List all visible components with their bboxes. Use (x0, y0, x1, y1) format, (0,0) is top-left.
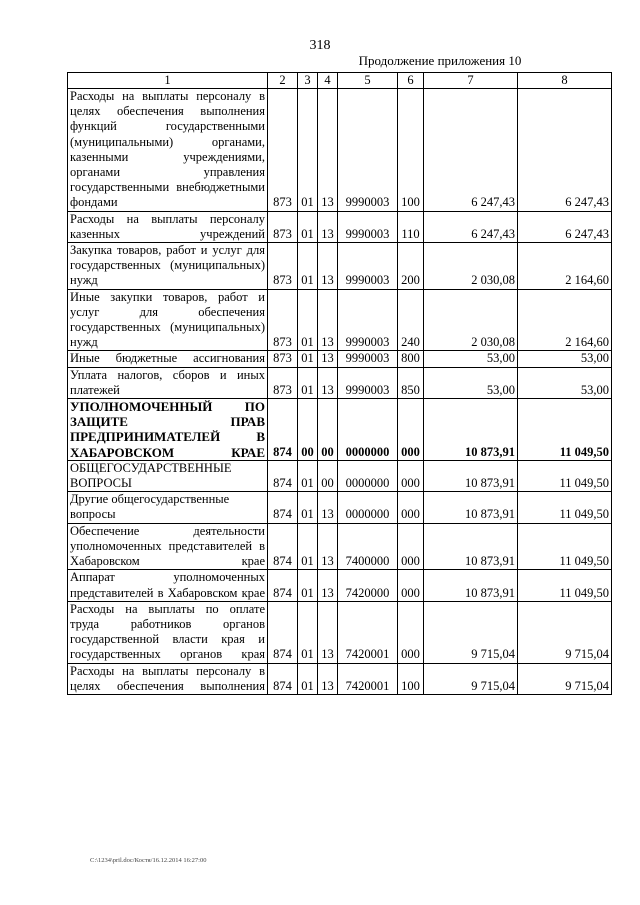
cell-amount-2015: 53,00 (424, 367, 518, 398)
cell-ministry: 873 (268, 243, 298, 290)
cell-ministry: 873 (268, 367, 298, 398)
cell-subsection: 13 (318, 601, 338, 663)
cell-amount-2016: 2 164,60 (518, 243, 612, 290)
cell-amount-2016: 9 715,04 (518, 601, 612, 663)
cell-target: 7420000 (338, 570, 398, 601)
cell-subsection: 13 (318, 351, 338, 367)
table-row (68, 89, 612, 212)
cell-amount-2015: 2 030,08 (424, 289, 518, 351)
cell-subsection: 13 (318, 243, 338, 290)
cell-target: 9990003 (338, 351, 398, 367)
cell-expense-type: 200 (398, 243, 424, 290)
cell-amount-2015: 10 873,91 (424, 399, 518, 461)
table-row (68, 243, 612, 290)
cell-amount-2016: 11 049,50 (518, 570, 612, 601)
cell-target: 9990003 (338, 243, 398, 290)
row-name: Закупка товаров, работ и услуг для государственных (муниципальных) нужд (68, 243, 268, 290)
cell-section: 01 (298, 243, 318, 290)
row-name: Уплата налогов, сборов и иных платежей (68, 367, 268, 398)
table-row (68, 492, 612, 523)
row-name: Другие общегосударственные вопросы (68, 492, 268, 523)
cell-target: 7420001 (338, 663, 398, 694)
cell-subsection: 13 (318, 570, 338, 601)
cell-expense-type: 850 (398, 367, 424, 398)
cell-expense-type: 100 (398, 663, 424, 694)
cell-section: 01 (298, 211, 318, 242)
cell-ministry: 873 (268, 89, 298, 212)
cell-section: 00 (298, 399, 318, 461)
cell-target: 0000000 (338, 492, 398, 523)
header-cell: 7 (424, 73, 518, 89)
row-name: Расходы на выплаты персоналу казенных учреждений (68, 211, 268, 242)
header-cell: 5 (338, 73, 398, 89)
cell-subsection: 13 (318, 89, 338, 212)
row-name: Обеспечение деятельности уполномоченных представителей в Хабаровском крае (68, 523, 268, 570)
cell-target: 7400000 (338, 523, 398, 570)
table-row (68, 663, 612, 694)
cell-ministry: 874 (268, 523, 298, 570)
cell-section: 01 (298, 663, 318, 694)
cell-amount-2015: 10 873,91 (424, 523, 518, 570)
table-row (68, 351, 612, 367)
cell-amount-2015: 10 873,91 (424, 570, 518, 601)
cell-amount-2015: 10 873,91 (424, 460, 518, 491)
cell-target: 0000000 (338, 460, 398, 491)
table-row (68, 523, 612, 570)
cell-expense-type: 110 (398, 211, 424, 242)
cell-amount-2016: 53,00 (518, 367, 612, 398)
table-row (68, 460, 612, 491)
row-name: УПОЛНОМОЧЕННЫЙ ПО ЗАЩИТЕ ПРАВ ПРЕДПРИНИМАТЕЛЕЙ В ХАБАРОВСКОМ КРАЕ (68, 399, 268, 461)
cell-ministry: 874 (268, 399, 298, 461)
table-body (68, 73, 612, 695)
row-name: Расходы на выплаты персоналу в целях обеспечения выполнения функций государственными (муниципальными) органами, казенными учреждениями, органами управления государственными внебюджетными фондами (68, 89, 268, 212)
cell-ministry: 874 (268, 570, 298, 601)
cell-expense-type: 000 (398, 399, 424, 461)
cell-expense-type: 000 (398, 460, 424, 491)
page-number: 318 (309, 38, 331, 53)
cell-subsection: 13 (318, 663, 338, 694)
cell-ministry: 874 (268, 460, 298, 491)
row-name: Расходы на выплаты по оплате труда работников органов государственной власти края и государственных органов края (68, 601, 268, 663)
cell-subsection: 00 (318, 399, 338, 461)
budget-table (67, 72, 612, 695)
table-row (68, 289, 612, 351)
cell-target: 9990003 (338, 89, 398, 212)
cell-ministry: 873 (268, 289, 298, 351)
cell-amount-2016: 11 049,50 (518, 399, 612, 461)
cell-ministry: 873 (268, 211, 298, 242)
cell-subsection: 13 (318, 211, 338, 242)
header-cell: 4 (318, 73, 338, 89)
cell-amount-2015: 6 247,43 (424, 89, 518, 212)
table-row (68, 570, 612, 601)
cell-subsection: 13 (318, 492, 338, 523)
cell-amount-2015: 53,00 (424, 351, 518, 367)
cell-target: 7420001 (338, 601, 398, 663)
cell-expense-type: 240 (398, 289, 424, 351)
table-row (68, 211, 612, 242)
cell-expense-type: 000 (398, 570, 424, 601)
cell-section: 01 (298, 367, 318, 398)
header-cell: 1 (68, 73, 268, 89)
continuation-caption: Продолжение приложения 10 (358, 53, 522, 68)
cell-amount-2015: 9 715,04 (424, 601, 518, 663)
cell-expense-type: 100 (398, 89, 424, 212)
cell-target: 9990003 (338, 211, 398, 242)
table-row (68, 367, 612, 398)
header-cell: 8 (518, 73, 612, 89)
cell-section: 01 (298, 460, 318, 491)
row-name: Аппарат уполномоченных представителей в Хабаровском крае (68, 570, 268, 601)
cell-amount-2016: 6 247,43 (518, 211, 612, 242)
cell-section: 01 (298, 89, 318, 212)
cell-amount-2016: 2 164,60 (518, 289, 612, 351)
row-name: Иные бюджетные ассигнования (68, 351, 268, 367)
row-name: Иные закупки товаров, работ и услуг для обеспечения государственных (муниципальных) нужд (68, 289, 268, 351)
cell-ministry: 874 (268, 492, 298, 523)
cell-expense-type: 000 (398, 492, 424, 523)
cell-amount-2015: 9 715,04 (424, 663, 518, 694)
cell-amount-2016: 53,00 (518, 351, 612, 367)
cell-amount-2016: 11 049,50 (518, 492, 612, 523)
row-name: Расходы на выплаты персоналу в целях обеспечения выполнения (68, 663, 268, 694)
cell-ministry: 874 (268, 663, 298, 694)
table-row-total (68, 399, 612, 461)
cell-expense-type: 800 (398, 351, 424, 367)
row-name: ОБЩЕГОСУДАРСТВЕННЫЕ ВОПРОСЫ (68, 460, 268, 491)
cell-section: 01 (298, 523, 318, 570)
cell-target: 9990003 (338, 289, 398, 351)
cell-amount-2016: 9 715,04 (518, 663, 612, 694)
cell-section: 01 (298, 351, 318, 367)
cell-amount-2015: 10 873,91 (424, 492, 518, 523)
table-row (68, 601, 612, 663)
header-cell: 2 (268, 73, 298, 89)
cell-amount-2016: 11 049,50 (518, 460, 612, 491)
cell-subsection: 13 (318, 289, 338, 351)
header-row (68, 73, 612, 89)
cell-section: 01 (298, 289, 318, 351)
cell-section: 01 (298, 492, 318, 523)
cell-section: 01 (298, 570, 318, 601)
cell-ministry: 873 (268, 351, 298, 367)
header-cell: 6 (398, 73, 424, 89)
file-path-footer: C:\1234\pril.doc/Костя/16.12.2014 16:27:00 (90, 857, 207, 864)
cell-target: 0000000 (338, 399, 398, 461)
cell-amount-2016: 6 247,43 (518, 89, 612, 212)
cell-subsection: 13 (318, 523, 338, 570)
cell-amount-2016: 11 049,50 (518, 523, 612, 570)
cell-expense-type: 000 (398, 601, 424, 663)
cell-amount-2015: 6 247,43 (424, 211, 518, 242)
cell-subsection: 13 (318, 367, 338, 398)
cell-target: 9990003 (338, 367, 398, 398)
cell-ministry: 874 (268, 601, 298, 663)
cell-expense-type: 000 (398, 523, 424, 570)
cell-section: 01 (298, 601, 318, 663)
cell-subsection: 00 (318, 460, 338, 491)
header-cell: 3 (298, 73, 318, 89)
cell-amount-2015: 2 030,08 (424, 243, 518, 290)
